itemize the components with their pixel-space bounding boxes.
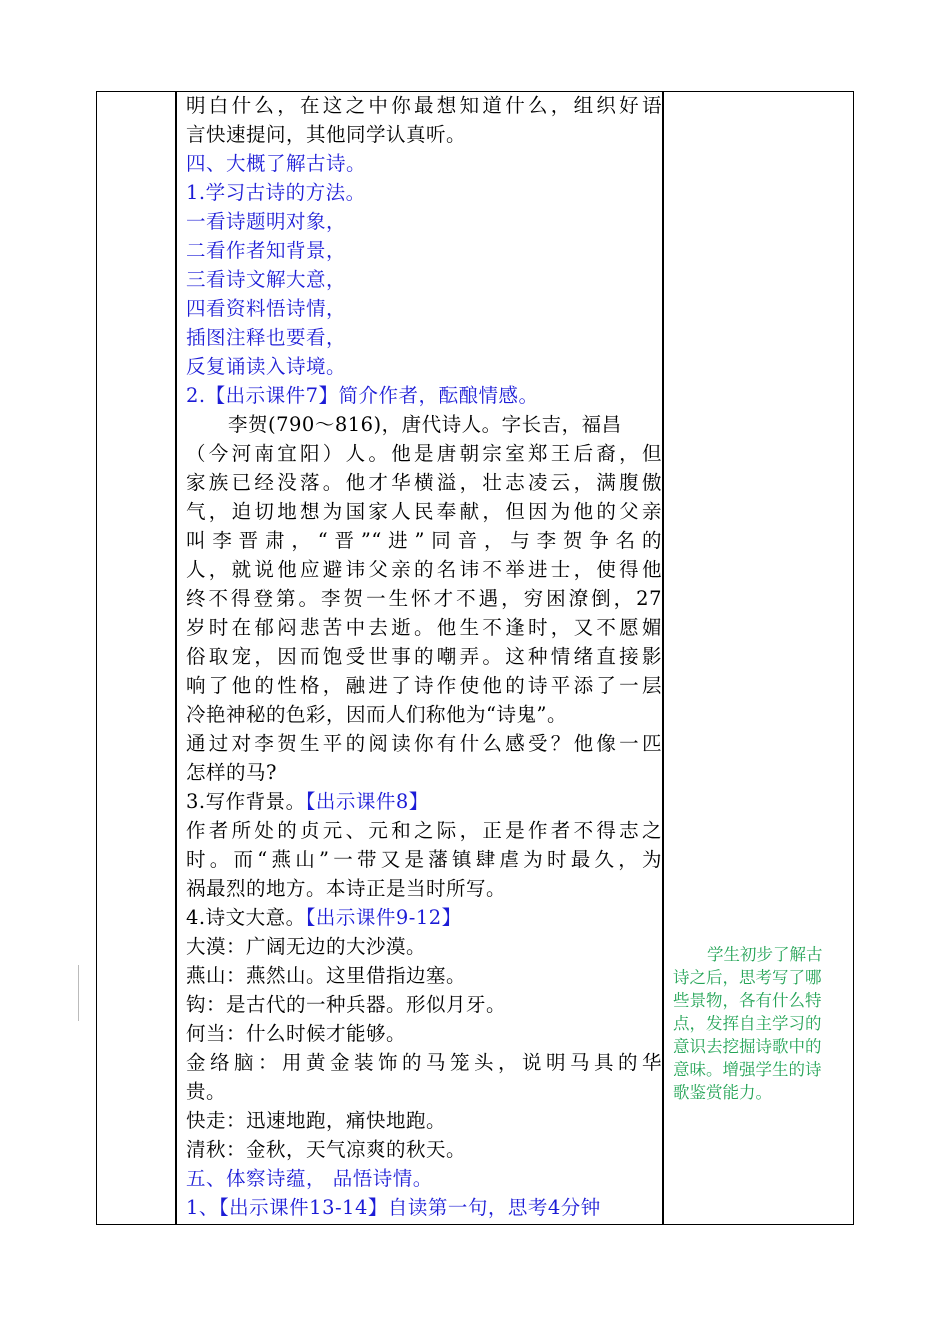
text-line-content: 俗取宠，因而饱受世事的嘲弄。这种情绪直接影 bbox=[186, 645, 662, 668]
text-line-content: 李贺(790～816)，唐代诗人。字长吉，福昌 bbox=[228, 413, 622, 436]
text-line bbox=[186, 816, 662, 845]
text-line-content: 反复诵读入诗境。 bbox=[186, 355, 347, 378]
text-line-content: 叫李晋肃，“晋”“进”同音，与李贺争名的 bbox=[186, 529, 662, 552]
text-line bbox=[186, 526, 662, 555]
courseware-tag: 【出示课件8】 bbox=[305, 790, 429, 813]
text-line-content: 二看作者知背景， bbox=[186, 239, 347, 262]
text-line bbox=[186, 1135, 662, 1164]
text-line-content: 时。而“燕山”一带又是藩镇肆虐为时最久，为 bbox=[186, 848, 662, 871]
text-line bbox=[186, 903, 662, 932]
text-line-content: 祸最烈的地方。本诗正是当时所写。 bbox=[186, 877, 507, 900]
text-line bbox=[186, 874, 662, 903]
text-line bbox=[186, 1048, 662, 1077]
text-line bbox=[186, 149, 662, 178]
text-line bbox=[186, 700, 662, 729]
text-line bbox=[186, 439, 662, 468]
text-line-content: 四、大概了解古诗。 bbox=[186, 152, 367, 175]
text-line bbox=[186, 671, 662, 700]
note-line: 歌鉴赏能力。 bbox=[673, 1083, 772, 1102]
text-line bbox=[186, 294, 662, 323]
text-line bbox=[186, 381, 662, 410]
text-line-content: 四看资料悟诗情， bbox=[186, 297, 347, 320]
note-line: 意味。增强学生的诗 bbox=[673, 1060, 822, 1079]
text-line-content: （今河南宜阳）人。他是唐朝宗室郑王后裔，但 bbox=[186, 442, 662, 465]
column-divider-right bbox=[662, 92, 664, 1224]
text-line-content: 钩：是古代的一种兵器。形似月牙。 bbox=[186, 993, 507, 1016]
text-line bbox=[186, 1193, 662, 1222]
text-line-content: 响了他的性格，融进了诗作使他的诗平添了一层 bbox=[186, 674, 662, 697]
text-line-content: 人，就说他应避讳父亲的名讳不举进士，使得他 bbox=[186, 558, 662, 581]
note-line: 意识去挖掘诗歌中的 bbox=[673, 1037, 822, 1056]
text-line-content: 何当：什么时候才能够。 bbox=[186, 1022, 407, 1045]
text-line-content: 一看诗题明对象， bbox=[186, 210, 347, 233]
text-line bbox=[186, 555, 662, 584]
text-line-content: 五、体察诗蕴， 品悟诗情。 bbox=[186, 1167, 433, 1190]
text-line-content: 三看诗文解大意， bbox=[186, 268, 347, 291]
text-line-content: 2.【出示课件7】简介作者，酝酿情感。 bbox=[186, 384, 539, 407]
text-line-content: 金络脑：用黄金装饰的马笼头，说明马具的华 bbox=[186, 1051, 662, 1074]
text-line bbox=[186, 961, 662, 990]
courseware-tag: 【出示课件9-12】 bbox=[305, 906, 462, 929]
text-line-content: 3.写作背景。 bbox=[186, 790, 306, 813]
text-line-content: 插图注释也要看， bbox=[186, 326, 347, 349]
text-line bbox=[186, 352, 662, 381]
text-line-content: 明白什么，在这之中你最想知道什么，组织好语 bbox=[186, 94, 662, 117]
note-line: 诗之后，思考写了哪 bbox=[673, 968, 822, 987]
text-line bbox=[186, 323, 662, 352]
text-line bbox=[186, 787, 662, 816]
text-line bbox=[186, 1106, 662, 1135]
teaching-content-column bbox=[186, 91, 662, 1222]
note-line: 点，发挥自主学习的 bbox=[673, 1014, 822, 1033]
text-line bbox=[186, 178, 662, 207]
text-line-content: 大漠：广阔无边的大沙漠。 bbox=[186, 935, 427, 958]
text-line-content: 气，迫切地想为国家人民奉献，但因为他的父亲 bbox=[186, 500, 662, 523]
text-line-content: 1、【出示课件13-14】自读第一句，思考4分钟 bbox=[186, 1196, 601, 1219]
text-line bbox=[186, 845, 662, 874]
text-line bbox=[186, 1164, 662, 1193]
text-line bbox=[186, 613, 662, 642]
text-line-content: 清秋：金秋，天气凉爽的秋天。 bbox=[186, 1138, 467, 1161]
text-line-content: 冷艳神秘的色彩，因而人们称他为“诗鬼”。 bbox=[186, 703, 567, 726]
text-line bbox=[186, 1019, 662, 1048]
column-divider-left bbox=[175, 92, 177, 1224]
text-line-content: 家族已经没落。他才华横溢，壮志凌云，满腹傲 bbox=[186, 471, 662, 494]
text-line-content: 燕山：燕然山。这里借指边塞。 bbox=[186, 964, 467, 987]
text-line-content: 4.诗文大意。 bbox=[186, 906, 306, 929]
note-line: 学生初步了解古 bbox=[707, 945, 823, 964]
text-line bbox=[186, 468, 662, 497]
text-line-content: 通过对李贺生平的阅读你有什么感受？他像一匹 bbox=[186, 732, 662, 755]
text-line-content: 终不得登第。李贺一生怀才不遇，穷困潦倒，27 bbox=[186, 587, 662, 610]
text-line bbox=[186, 120, 662, 149]
text-line bbox=[186, 1077, 662, 1106]
text-line bbox=[186, 497, 662, 526]
text-line-content: 言快速提问，其他同学认真听。 bbox=[186, 123, 467, 146]
text-line bbox=[186, 729, 662, 758]
note-line: 些景物，各有什么特 bbox=[673, 991, 822, 1010]
design-intent-note bbox=[673, 943, 843, 1104]
text-line bbox=[186, 265, 662, 294]
text-line bbox=[186, 236, 662, 265]
margin-mark bbox=[78, 965, 79, 1021]
text-line bbox=[186, 207, 662, 236]
text-line bbox=[186, 91, 662, 120]
text-line bbox=[186, 758, 662, 787]
text-line bbox=[186, 990, 662, 1019]
text-line-content: 岁时在郁闷悲苦中去逝。他生不逢时，又不愿媚 bbox=[186, 616, 662, 639]
text-line-content: 快走：迅速地跑，痛快地跑。 bbox=[186, 1109, 447, 1132]
text-line bbox=[186, 642, 662, 671]
text-line bbox=[186, 584, 662, 613]
text-line-content: 怎样的马? bbox=[186, 761, 277, 784]
text-line bbox=[186, 410, 662, 439]
text-line bbox=[186, 932, 662, 961]
text-line-content: 贵。 bbox=[186, 1080, 227, 1103]
text-line-content: 作者所处的贞元、元和之际，正是作者不得志之 bbox=[186, 819, 662, 842]
text-line-content: 1.学习古诗的方法。 bbox=[186, 181, 366, 204]
